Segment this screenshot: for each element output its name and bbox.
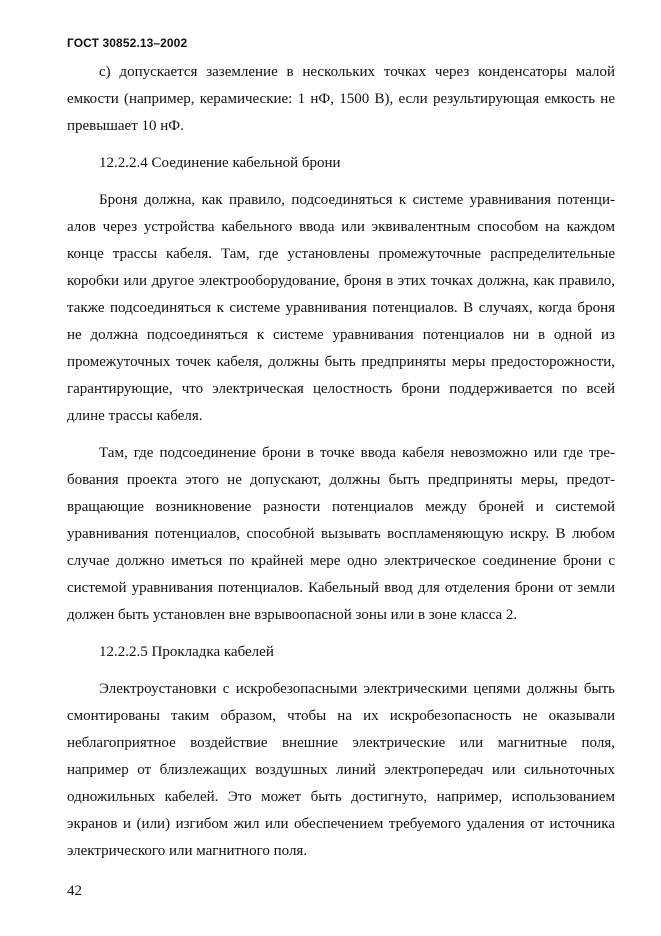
paragraph-item-c: с) допускается заземление в нескольких точках через конденсаторы малой емкости (например, керамические: 1 нФ, 1500 В), если результирующая емкость не превышает 10 нФ. [67, 64, 615, 134]
section-heading-12-2-2-4: 12.2.2.4 Соединение кабельной брони [99, 155, 341, 171]
page-number: 42 [67, 883, 82, 899]
paragraph-armor-entry: Там, где подсоединение брони в точке ввода кабеля невозможно или где требования проекта этого не допускают, должны быть предприняты меры, предотвращающие возникновение разности потенциалов между броней и системой уравнивания потенциалов, способной вызывать воспламеняющую искру. В любом случае должно иметься по крайней мере одно электрическое соединение брони с системой уравнивания потенциалов. Кабельный ввод для отделения брони от земли должен быть установлен вне взрывоопасной зоны или в зоне класса 2. [67, 445, 615, 623]
section-heading-12-2-2-5: 12.2.2.5 Прокладка кабелей [99, 644, 274, 660]
paragraph-armor-connection: Броня должна, как правило, подсоединяться к системе уравнивания потенциалов через устройства кабельного ввода или эквивалентным способом на каждом конце трассы кабеля. Там, где установлены промежуточные распределительные коробки или другое электрооборудование, броня в этих точках должна, как правило, также подсоединяться к системе уравнивания потенциалов. В случаях, когда броня не должна подсоединяться к системе уравнивания потенциалов ни в одной из промежуточных точек кабеля, должны быть предприняты меры предосторожности, гарантирующие, что электрическая целостность брони поддерживается по всей длине трассы кабеля. [67, 192, 615, 424]
body-text [67, 59, 615, 865]
document-header: ГОСТ 30852.13–2002 [67, 36, 188, 50]
paragraph-cable-laying: Электроустановки с искробезопасными электрическими цепями должны быть смонтированы таким образом, чтобы на их искробезопасность не оказывали неблагоприятное воздействие внешние электрические или магнитные поля, например от близлежащих воздушных линий электропередач или сильноточных одножильных кабелей. Это может быть достигнуто, например, использованием экранов и (или) изгибом жил или обеспечением требуемого удаления от источника электрического или магнитного поля. [67, 681, 615, 859]
